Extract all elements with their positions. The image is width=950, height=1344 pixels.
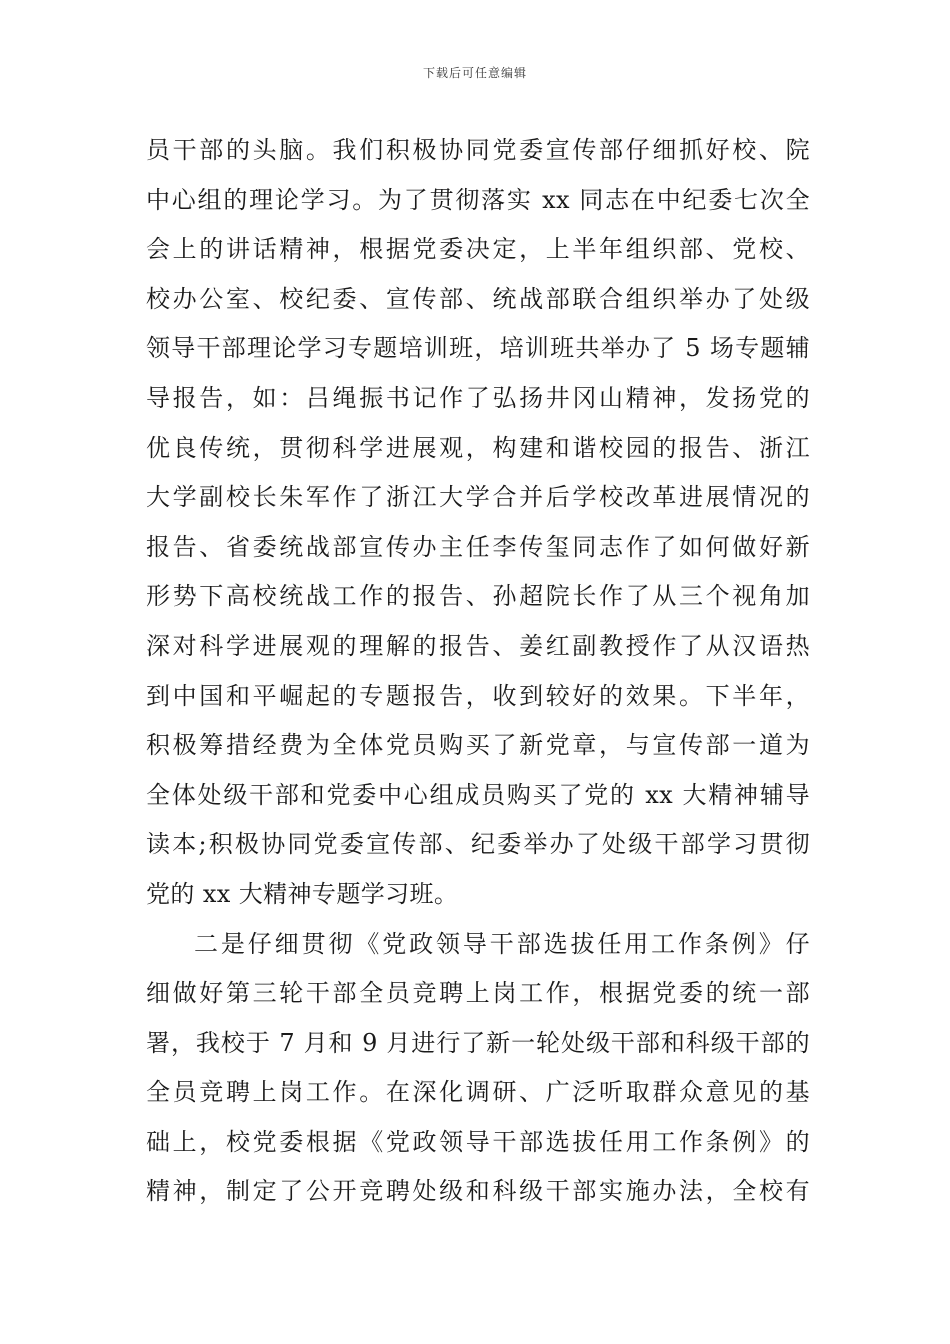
text-line: 精神，制定了公开竞聘处级和科级干部实施办法，全校有 [146,1177,810,1206]
text-line: 积极筹措经费为全体党员购买了新党章，与宣传部一道为 [146,731,810,760]
text-line: 会上的讲话精神，根据党委决定，上半年组织部、党校、 [146,235,810,264]
text-line: 细做好第三轮干部全员竞聘上岗工作，根据党委的统一部 [146,979,810,1008]
paragraph-1 [146,126,810,920]
text-line: 中心组的理论学习。为了贯彻落实 xx 同志在中纪委七次全 [146,185,810,214]
text-line: 全员竞聘上岗工作。在深化调研、广泛听取群众意见的基 [146,1078,810,1107]
text-line: 深对科学进展观的理解的报告、姜红副教授作了从汉语热 [146,631,810,660]
text-line: 领导干部理论学习专题培训班，培训班共举办了 5 场专题辅 [146,334,810,363]
text-line: 校办公室、校纪委、宣传部、统战部联合组织举办了处级 [146,284,810,313]
text-line: 全体处级干部和党委中心组成员购买了党的 xx 大精神辅导 [146,780,810,809]
text-line: 础上，校党委根据《党政领导干部选拔任用工作条例》的 [146,1127,810,1156]
text-line: 党的 xx 大精神专题学习班。 [146,879,459,908]
text-line: 优良传统，贯彻科学进展观，构建和谐校园的报告、浙江 [146,433,810,462]
text-line: 读本;积极协同党委宣传部、纪委举办了处级干部学习贯彻 [146,830,810,859]
text-line: 二是仔细贯彻《党政领导干部选拔任用工作条例》仔 [194,929,810,958]
text-line: 到中国和平崛起的专题报告，收到较好的效果。下半年， [146,681,810,710]
text-line: 大学副校长朱军作了浙江大学合并后学校改革进展情况的 [146,483,810,512]
text-line: 导报告，如：吕绳振书记作了弘扬井冈山精神，发扬党的 [146,383,810,412]
text-line: 报告、省委统战部宣传办主任李传玺同志作了如何做好新 [146,532,810,561]
paragraph-2 [146,920,810,1218]
text-line: 署，我校于 7 月和 9 月进行了新一轮处级干部和科级干部的 [146,1028,810,1057]
document-body [146,126,810,1217]
text-line: 员干部的头脑。我们积极协同党委宣传部仔细抓好校、院 [146,136,810,164]
text-line: 形势下高校统战工作的报告、孙超院长作了从三个视角加 [146,582,810,611]
page-header: 下载后可任意编辑 [422,66,527,80]
